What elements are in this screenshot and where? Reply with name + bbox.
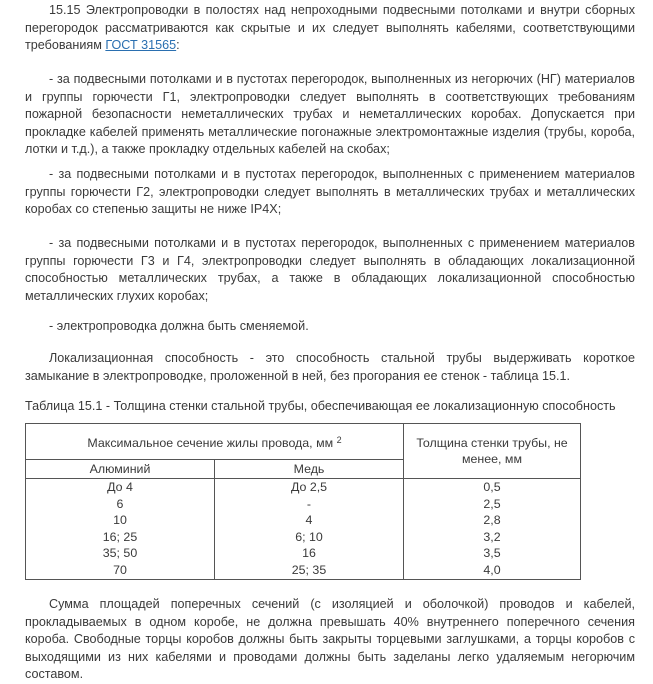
table-caption: Таблица 15.1 - Толщина стенки стальной трубы, обеспечивающая ее локализационную способность (25, 399, 616, 413)
header-unit-sup: 2 (336, 434, 342, 445)
header-aluminium: Алюминий (26, 460, 215, 479)
table-row (26, 496, 581, 513)
cell-aluminium: 10 (26, 512, 215, 529)
paragraph-g3-g4: - за подвесными потолками и в пустотах перегородок, выполненных с применением материалов группы горючести Г3 и Г4, электропроводки следует выполнять в обладающих локализационной способностью металлических трубах, а также в обладающих локализационной способностью металлических глухих коробах; (25, 236, 635, 303)
paragraph-cross-section-sum: Сумма площадей поперечных сечений (с изоляцией и оболочкой) проводов и кабелей, прокладываемых в одном коробе, не должна превышать 40% внутреннего поперечного сечения короба. Свободные торцы коробов должны быть закрыты торцевыми заглушками, а торцы коробов с выходящими из них кабелями и проводами должны быть заделаны легко удаляемым негорючим составом. (25, 597, 635, 682)
cell-copper: - (215, 496, 404, 513)
cell-copper: 4 (215, 512, 404, 529)
header-wall-thickness: Толщина стенки трубы, не менее, мм (404, 424, 581, 479)
cell-aluminium: 70 (26, 562, 215, 579)
table-row (26, 529, 581, 546)
paragraph-g2: - за подвесными потолками и в пустотах перегородок, выполненных с применением материалов группы горючести Г2, электропроводки следует выполнять в металлических трубах и металлических коробах со степенью защиты не ниже IP4X; (25, 167, 635, 217)
gost-31565-link[interactable]: ГОСТ 31565 (105, 38, 177, 53)
paragraph-localization: Локализационная способность - это способность стальной трубы выдерживать короткое замыкание в электропроводке, проложенной в ней, без прогорания ее стенок - таблица 15.1. (25, 351, 635, 383)
table-row (26, 512, 581, 529)
cell-copper: 6; 10 (215, 529, 404, 546)
paragraph-ng-g1: - за подвесными потолками и в пустотах перегородок, выполненных из негорючих (НГ) материалов и группы горючести Г1, электропроводки следует выполнять в соответствующих требованиям пожарной безопасности неметаллических трубах и неметаллических коробах. Допускается при прокладке кабелей применять металлические погонажные электромонтажные изделия (трубы, короба, лотки и т.д.), а также прокладку отдельных кабелей на скобах; (25, 72, 635, 157)
cell-copper: 25; 35 (215, 562, 404, 579)
paragraph-colon: : (176, 38, 180, 53)
paragraph-text: 15.15 Электропроводки в полостях над непроходными подвесными потолками и внутри сборных перегородок рассматриваются как скрытые и их следует выполнять кабелями, соответствующими требованиям (25, 3, 635, 53)
table-row (26, 562, 581, 579)
header-copper: Медь (215, 460, 404, 479)
cell-thickness: 3,2 (404, 529, 581, 546)
cell-copper: 16 (215, 545, 404, 562)
header-max-section-text: Максимальное сечение жилы провода, мм (87, 435, 334, 450)
cell-thickness: 3,5 (404, 545, 581, 562)
cell-aluminium: 16; 25 (26, 529, 215, 546)
cell-thickness: 0,5 (404, 479, 581, 496)
cell-thickness: 2,5 (404, 496, 581, 513)
table-row (26, 479, 581, 496)
cell-thickness: 2,8 (404, 512, 581, 529)
paragraph-replaceable: - электропроводка должна быть сменяемой. (49, 319, 309, 333)
table-row (26, 545, 581, 562)
header-max-section (26, 424, 404, 460)
cell-copper: До 2,5 (215, 479, 404, 496)
cell-thickness: 4,0 (404, 562, 581, 579)
cell-aluminium: 6 (26, 496, 215, 513)
cell-aluminium: До 4 (26, 479, 215, 496)
wall-thickness-table (25, 423, 581, 580)
cell-aluminium: 35; 50 (26, 545, 215, 562)
paragraph-15-15 (25, 2, 635, 55)
